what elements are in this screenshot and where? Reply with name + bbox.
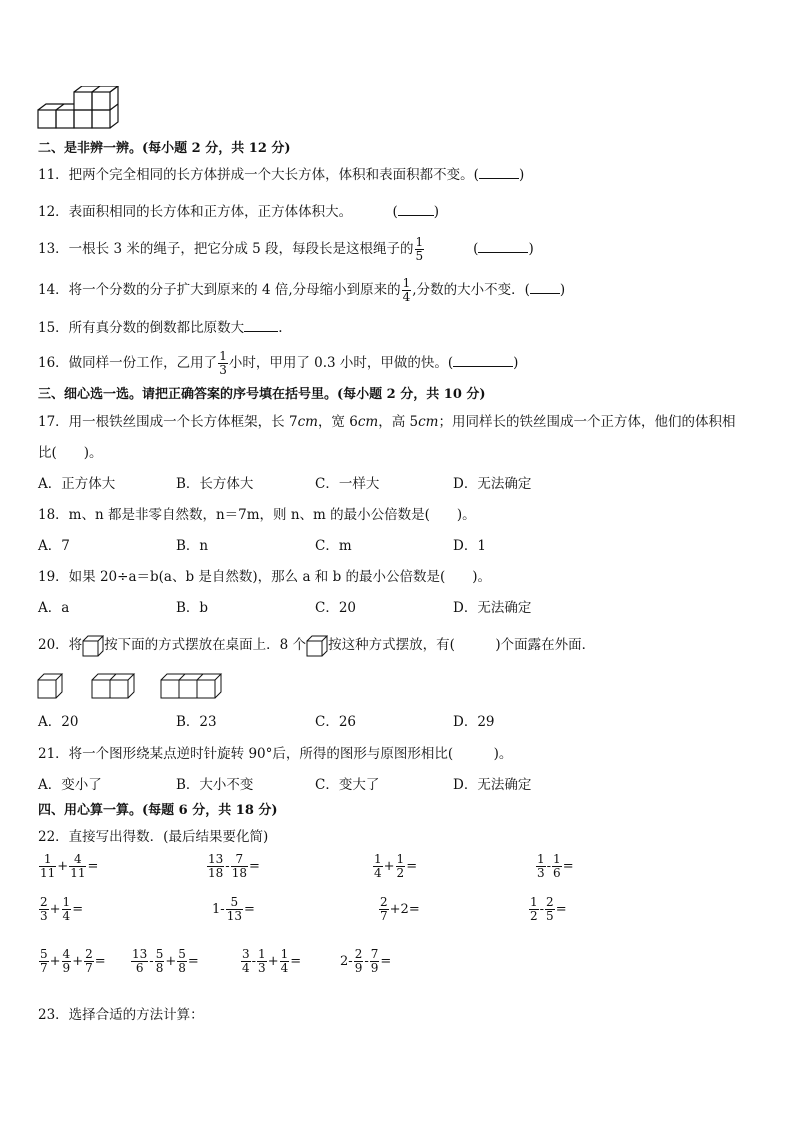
close-paren: )	[518, 167, 525, 183]
question-12	[38, 202, 439, 222]
question-12-text: 12．表面积相同的长方体和正方体，正方体体积大。	[38, 204, 353, 220]
question-13	[38, 232, 534, 266]
cube-icon	[306, 635, 328, 657]
question-13-text: 13．一根长 3 米的绳子，把它分成 5 段，每段长是这根绳子的	[38, 241, 414, 257]
option-18-a[interactable]: A．7	[38, 538, 70, 554]
question-17-line2: 比( )。	[38, 445, 103, 461]
close-paren: )	[513, 355, 519, 371]
question-20	[38, 632, 595, 658]
unit-cm: cm	[297, 414, 318, 430]
question-17-text-d: ；用同样长的铁丝围成一个正方体，他们的体积相	[438, 414, 736, 430]
answer-blank	[479, 166, 519, 179]
question-16-text-end: 小时，甲用了 0.3 小时，甲做的快。(	[228, 355, 454, 371]
close-paren: )	[559, 282, 566, 298]
unit-cm: cm	[418, 414, 439, 430]
option-17-c[interactable]: C．一样大	[315, 476, 380, 492]
option-18-c[interactable]: C．m	[315, 538, 352, 554]
calc-expression: $\frac{1}{11}$ + $\frac{4}{11}$ =	[40, 852, 99, 880]
close-paren: )	[433, 204, 440, 220]
question-15	[38, 318, 282, 338]
question-20-text-b: 按下面的方式摆放在桌面上．8 个	[104, 637, 307, 653]
calc-expression: $\frac{1}{2}$ - $\frac{2}{5}$ =	[530, 895, 567, 923]
section-4-header: 四、用心算一算。(每题 6 分，共 18 分)	[38, 803, 278, 818]
calc-expression: $\frac{1}{3}$ - $\frac{1}{6}$ =	[537, 852, 574, 880]
option-20-a[interactable]: A．20	[38, 714, 79, 730]
question-17-text-c: ，高 5	[378, 414, 419, 430]
cube-icon	[82, 635, 104, 657]
question-20-text-a: 20．将	[38, 637, 83, 653]
option-17-b[interactable]: B．长方体大	[176, 476, 254, 492]
question-17-text-a: 17．用一根铁丝围成一个长方体框架，长 7	[38, 414, 298, 430]
section-3-header: 三、细心选一选。请把正确答案的序号填在括号里。(每小题 2 分，共 10 分)	[38, 387, 486, 402]
fraction-one-third: $\frac{1}{3}$	[219, 349, 227, 377]
question-17-text-b: ，宽 6	[317, 414, 358, 430]
stacked-cubes-figure	[36, 86, 120, 132]
option-17-d[interactable]: D．无法确定	[453, 476, 532, 492]
answer-blank	[478, 240, 528, 253]
option-21-d[interactable]: D．无法确定	[453, 777, 532, 793]
question-23: 23．选择合适的方法计算：	[38, 1007, 204, 1023]
close-paren: )	[528, 241, 534, 257]
answer-blank	[244, 319, 278, 332]
fraction-one-fourth: $\frac{1}{4}$	[402, 276, 411, 304]
question-14-text: 14．将一个分数的分子扩大到原来的 4 倍,分母缩小到原来的	[38, 282, 401, 298]
option-19-b[interactable]: B．b	[176, 600, 209, 616]
calc-expression: $\frac{1}{4}$ + $\frac{1}{2}$ =	[374, 852, 418, 880]
open-paren: (	[473, 241, 479, 257]
three-cube-arrangement	[160, 673, 224, 699]
question-22: 22．直接写出得数．(最后结果要化简)	[38, 829, 269, 845]
question-14-text-end: ,分数的大小不变．(	[412, 282, 530, 298]
option-19-c[interactable]: C．20	[315, 600, 357, 616]
calc-expression: $\frac{3}{4}$ - $\frac{1}{3}$ + $\frac{1}{4}$ =	[242, 947, 302, 975]
option-21-c[interactable]: C．变大了	[315, 777, 380, 793]
option-17-a[interactable]: A．正方体大	[38, 476, 116, 492]
answer-blank	[398, 203, 434, 216]
period: .	[278, 320, 283, 336]
option-18-d[interactable]: D．1	[453, 538, 486, 554]
calc-expression: $\frac{2}{7}$ + 2 =	[380, 895, 420, 923]
calc-expression: $\frac{2}{3}$ + $\frac{1}{4}$ =	[40, 895, 84, 923]
option-20-b[interactable]: B．23	[176, 714, 217, 730]
question-18: 18．m、n 都是非零自然数，n＝7m，则 n、m 的最小公倍数是( )。	[38, 507, 476, 523]
fraction-one-fifth: $\frac{1}{5}$	[415, 235, 424, 263]
question-17	[38, 412, 735, 432]
answer-blank	[530, 281, 560, 294]
question-16	[38, 346, 518, 380]
calc-expression: 1 - $\frac{5}{13}$ =	[212, 895, 255, 923]
open-paren: (	[392, 204, 398, 220]
option-19-d[interactable]: D．无法确定	[453, 600, 532, 616]
option-21-b[interactable]: B．大小不变	[176, 777, 254, 793]
question-15-text: 15．所有真分数的倒数都比原数大	[38, 320, 245, 336]
question-19: 19．如果 20÷a＝b(a、b 是自然数)，那么 a 和 b 的最小公倍数是( )。	[38, 569, 492, 585]
option-20-c[interactable]: C．26	[315, 714, 357, 730]
option-19-a[interactable]: A．a	[38, 600, 70, 616]
calc-expression: $\frac{13}{18}$ - $\frac{7}{18}$ =	[208, 852, 260, 880]
question-16-text: 16．做同样一份工作，乙用了	[38, 355, 218, 371]
calc-expression: 2 - $\frac{2}{9}$ - $\frac{7}{9}$ =	[340, 947, 392, 975]
option-21-a[interactable]: A．变小了	[38, 777, 102, 793]
unit-cm: cm	[357, 414, 379, 430]
calc-expression: $\frac{13}{6}$ - $\frac{5}{8}$ + $\frac{5}{8}$ =	[132, 947, 199, 975]
two-cube-arrangement	[91, 673, 139, 699]
question-21: 21．将一个图形绕某点逆时针旋转 90°后，所得的图形与原图形相比( )。	[38, 746, 513, 762]
answer-blank	[453, 354, 513, 367]
option-20-d[interactable]: D．29	[453, 714, 495, 730]
one-cube-arrangement	[37, 673, 67, 699]
question-20-text-c: 按这种方式摆放，有( )个面露在外面．	[328, 637, 596, 653]
question-11-text: 11．把两个完全相同的长方体拼成一个大长方体，体积和表面积都不变。(	[38, 167, 479, 183]
section-2-header: 二、是非辨一辨。(每小题 2 分，共 12 分)	[38, 141, 291, 156]
option-18-b[interactable]: B．n	[176, 538, 209, 554]
question-14	[38, 273, 565, 307]
calc-expression: $\frac{5}{7}$ + $\frac{4}{9}$ + $\frac{2}{7}$ =	[40, 947, 106, 975]
question-11	[38, 165, 524, 185]
